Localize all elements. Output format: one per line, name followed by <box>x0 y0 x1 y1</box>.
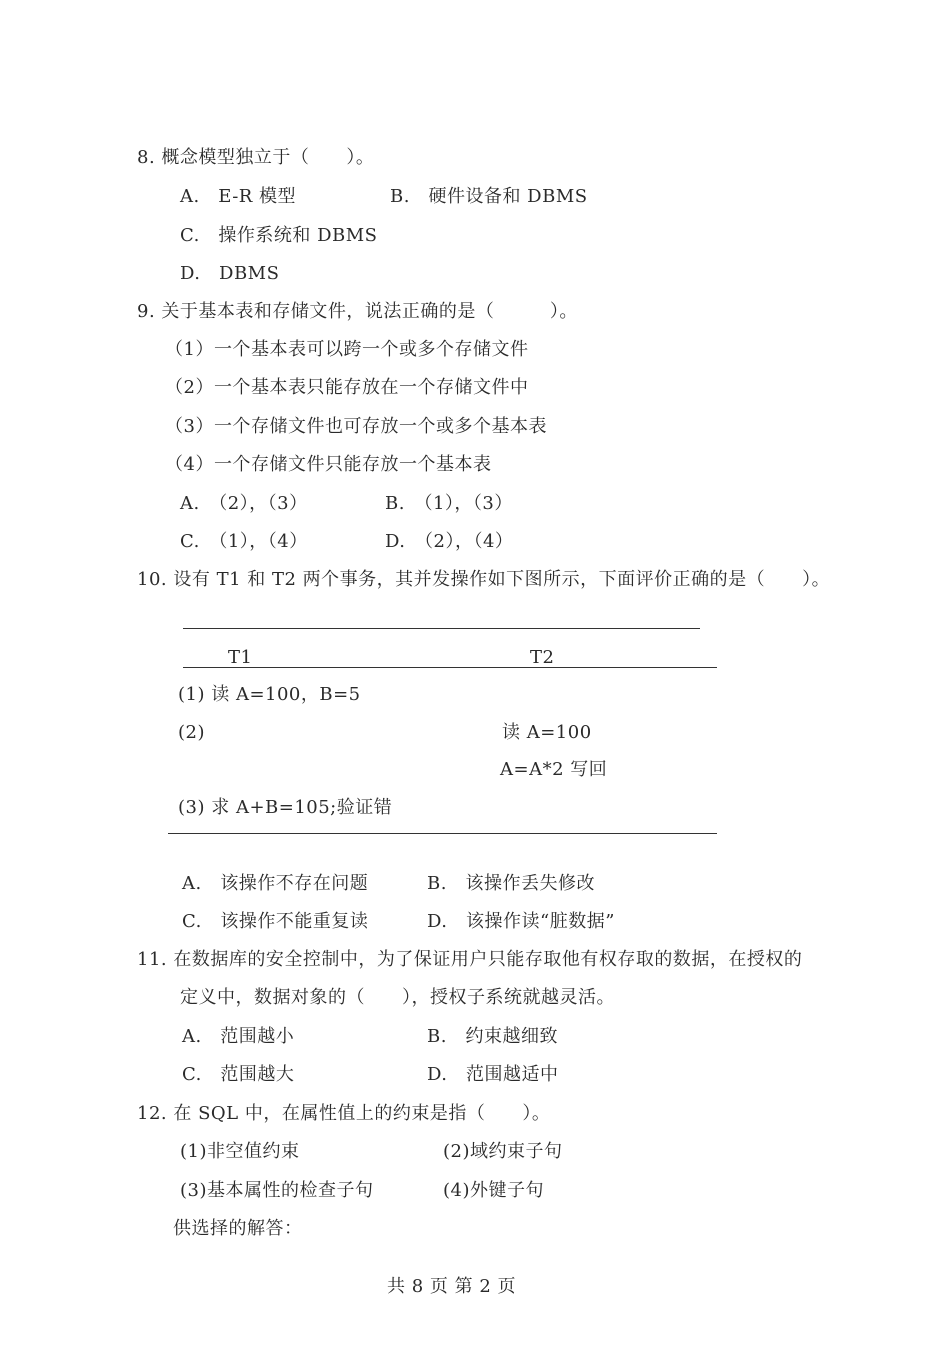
q12-stem: 12. 在 SQL 中，在属性值上的约束是指（ ）。 <box>137 1103 551 1124</box>
q9-stem: 9. 关于基本表和存储文件，说法正确的是（ ）。 <box>137 301 578 322</box>
q8-option-c: C. 操作系统和 DBMS <box>180 225 378 246</box>
table-header-t1: T1 <box>228 647 253 668</box>
q11-option-a: A. 范围越小 <box>182 1026 295 1047</box>
q10-option-c: C. 该操作不能重复读 <box>182 911 369 932</box>
q12-item-4: (4)外键子句 <box>443 1180 544 1201</box>
q8-option-a: A. E-R 模型 <box>180 186 297 207</box>
q9-statement-4: （4）一个存储文件只能存放一个基本表 <box>165 454 492 475</box>
table-header-t2: T2 <box>530 647 555 668</box>
table-bottom-rule <box>168 833 717 834</box>
table-header-rule <box>183 667 717 668</box>
q11-option-d: D. 范围越适中 <box>427 1064 559 1085</box>
table-row2-t2-read: 读 A=100 <box>502 722 592 743</box>
q9-option-d: D. （2），（4） <box>385 531 514 552</box>
q9-option-c: C. （1），（4） <box>180 531 308 552</box>
q11-option-b: B. 约束越细致 <box>427 1026 558 1047</box>
table-row3-t1: (3) 求 A+B=105;验证错 <box>178 797 393 818</box>
q8-option-b: B. 硬件设备和 DBMS <box>390 186 588 207</box>
q10-stem: 10. 设有 T1 和 T2 两个事务，其并发操作如下图所示，下面评价正确的是（ ）。 <box>137 569 831 590</box>
q8-option-d: D. DBMS <box>180 263 280 284</box>
q12-item-3: (3)基本属性的检查子句 <box>180 1180 374 1201</box>
q9-option-b: B. （1），（3） <box>385 493 513 514</box>
page-footer: 共 8 页 第 2 页 <box>387 1276 517 1297</box>
q10-option-a: A. 该操作不存在问题 <box>182 873 369 894</box>
table-row2-t2-write: A=A*2 写回 <box>500 759 608 780</box>
q8-stem: 8. 概念模型独立于（ ）。 <box>137 147 375 168</box>
q11-option-c: C. 范围越大 <box>182 1064 295 1085</box>
q9-option-a: A. （2），（3） <box>180 493 308 514</box>
q9-statement-1: （1）一个基本表可以跨一个或多个存储文件 <box>165 339 529 360</box>
table-row2-t1: (2) <box>178 722 205 743</box>
table-row1-t1: (1) 读 A=100，B=5 <box>178 684 361 705</box>
q10-option-d: D. 该操作读“脏数据” <box>427 911 615 932</box>
q9-statement-3: （3）一个存储文件也可存放一个或多个基本表 <box>165 416 547 437</box>
q12-item-1: (1)非空值约束 <box>180 1141 300 1162</box>
q11-stem-line2: 定义中，数据对象的（ ），授权子系统就越灵活。 <box>180 987 615 1008</box>
q9-statement-2: （2）一个基本表只能存放在一个存储文件中 <box>165 377 529 398</box>
q12-answer-prompt: 供选择的解答： <box>173 1218 303 1239</box>
q12-item-2: (2)域约束子句 <box>443 1141 563 1162</box>
q10-option-b: B. 该操作丢失修改 <box>427 873 595 894</box>
q11-stem-line1: 11. 在数据库的安全控制中，为了保证用户只能存取他有权存取的数据，在授权的 <box>137 949 803 970</box>
table-top-rule <box>183 628 700 629</box>
